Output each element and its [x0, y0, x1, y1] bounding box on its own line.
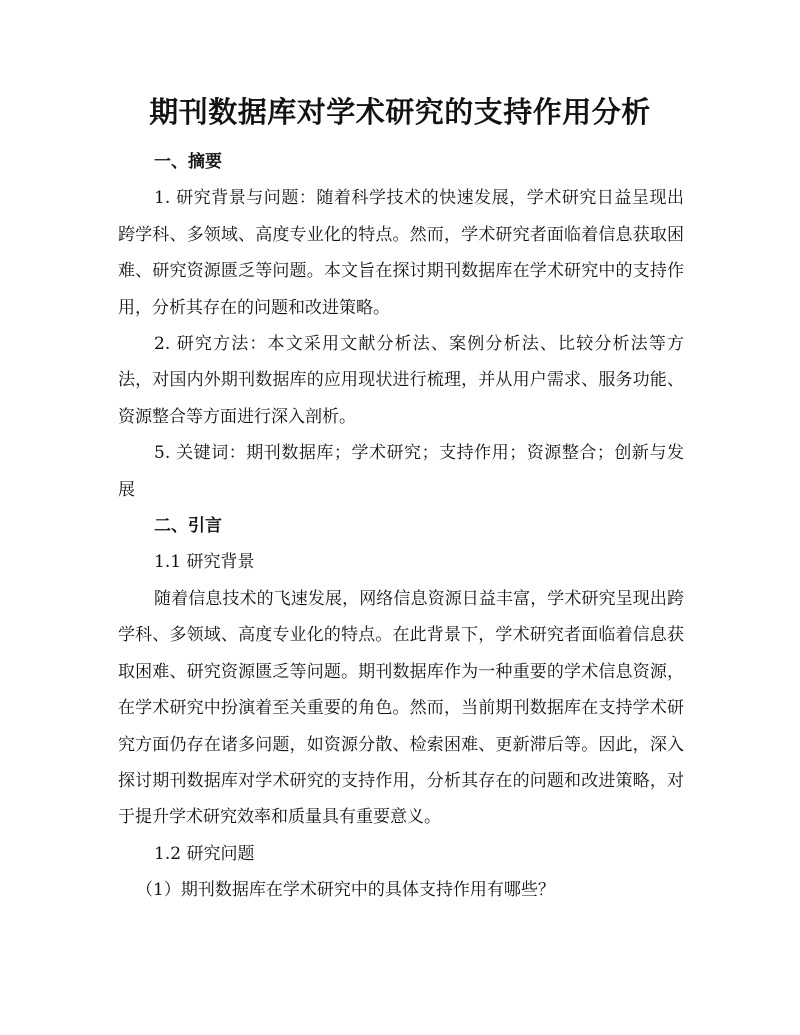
- subsection-heading-questions: 1.2 研究问题: [154, 843, 255, 864]
- section-heading-abstract: 一、摘要: [154, 152, 222, 172]
- abstract-item-background: 1. 研究背景与问题：随着科学技术的快速发展，学术研究日益呈现出跨学科、多领域、高度专业化的特点。然而，学术研究者面临着信息获取困难、研究资源匮乏等问题。本文旨在探讨期刊数据库在学术研究中的支持作用，分析其存在的问题和改进策略。: [118, 188, 684, 318]
- subsection-heading-background: 1.1 研究背景: [154, 552, 255, 573]
- document-title: 期刊数据库对学术研究的支持作用分析: [149, 95, 651, 129]
- abstract-item-keywords: 5. 关键词：期刊数据库；学术研究；支持作用；资源整合；创新与发展: [118, 443, 684, 500]
- paragraph-background: 随着信息技术的飞速发展，网络信息资源日益丰富，学术研究呈现出跨学科、多领域、高度专业化的特点。在此背景下，学术研究者面临着信息获取困难、研究资源匮乏等问题。期刊数据库作为一种重要的学术信息资源，在学术研究中扮演着至关重要的角色。然而，当前期刊数据库在支持学术研究方面仍存在诸多问题，如资源分散、检索困难、更新滞后等。因此，深入探讨期刊数据库对学术研究的支持作用，分析其存在的问题和改进策略，对于提升学术研究效率和质量具有重要意义。: [118, 588, 684, 828]
- abstract-item-method: 2. 研究方法：本文采用文献分析法、案例分析法、比较分析法等方法，对国内外期刊数据库的应用现状进行梳理，并从用户需求、服务功能、资源整合等方面进行深入剖析。: [118, 334, 684, 427]
- section-heading-intro: 二、引言: [154, 516, 222, 537]
- research-question-1: （1）期刊数据库在学术研究中的具体支持作用有哪些？: [136, 880, 555, 901]
- document-body: [118, 144, 684, 909]
